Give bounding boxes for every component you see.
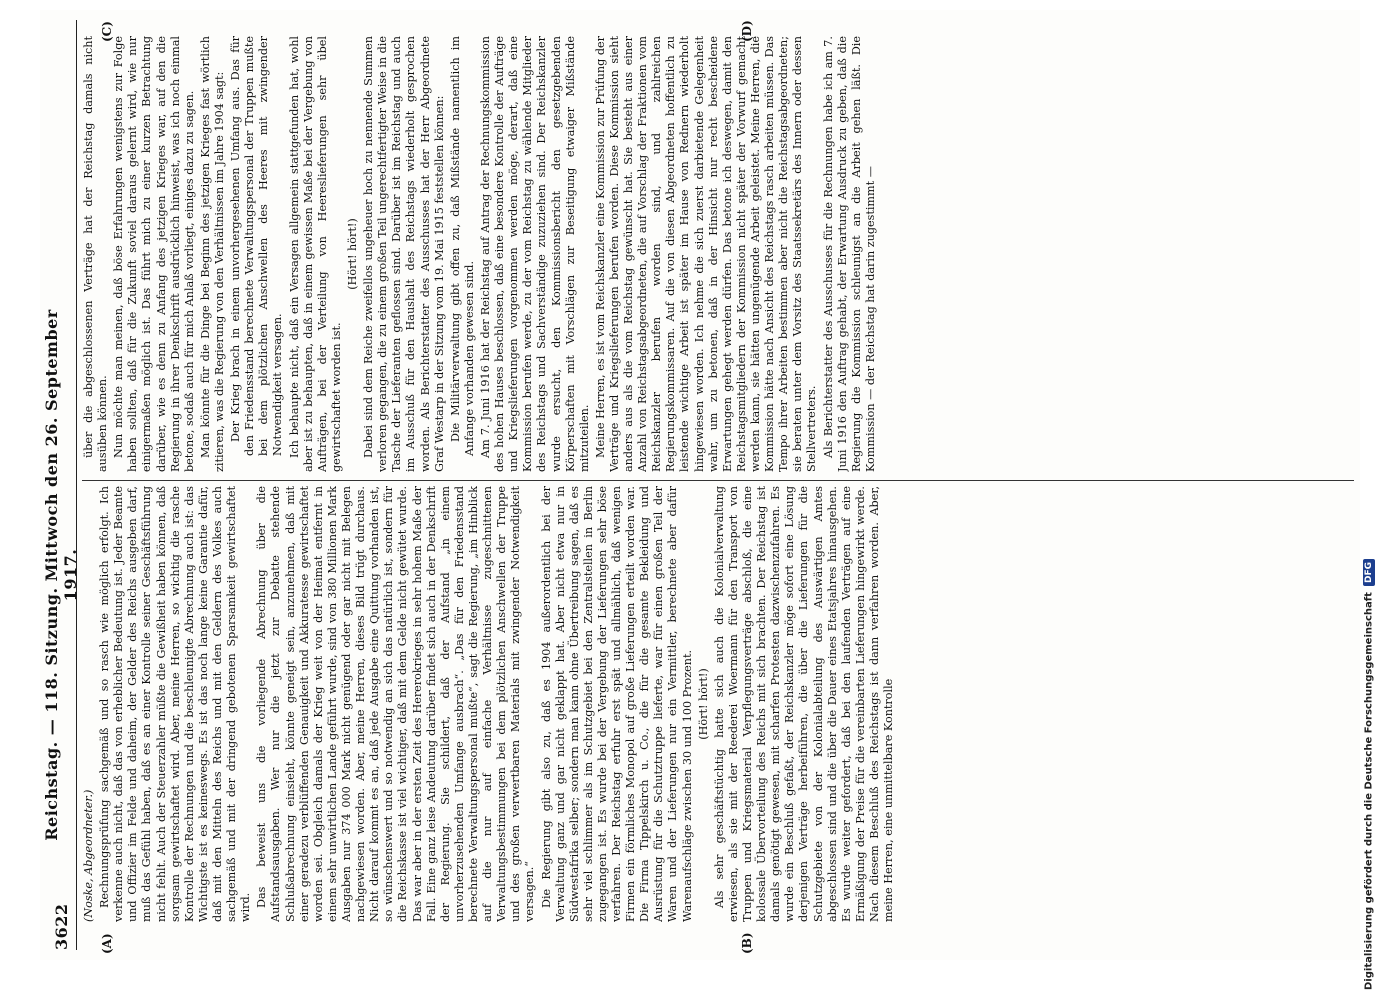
credit-text: Digitalisierung gefördert durch die Deutsche Forschungsgemeinschaft [1363,592,1375,990]
quote-paragraph: Die Militärverwaltung gibt offen zu, daß Mißstände namentlich im Anfange vorhanden gewesen sind. [448,36,476,456]
paragraph: Nun möchte man meinen, daß böse Erfahrungen wenigstens zur Folge haben sollten, daß für die Zukunft soviel daraus gelernt wird, wie nur einigermaßen möglich ist. Das führt mich zu einer kurzen Betrachtung darüber, wie es denn zu Anfang des jetzigen Krieges war, auf den die Regierung in ihrer Denkschrift ausdrücklich hinweist, was ich noch einmal betone, sodaß auch für mich Anlaß vorliegt, einiges dazu zu sagen. [112,36,196,472]
paragraph: Als sehr geschäftstüchtig hatte sich auch die Kolonialverwaltung erwiesen, als sie mit der Reederei Woermann für den Transport von Truppen und Kriegsmaterial Verpflegungsverträge abschloß, die eine kolossale Übervorteilung des Reichs mit sich brachten. Der Reichstag ist damals genötigt gewesen, mit scharfen Protesten dazwischenzufahren. Es wurde ein Beschluß gefaßt, der Reichskanzler möge sofort eine Lösung derjenigen Verträge herbeiführen, die über die Lieferungen für die Schutzgebiete von der Kolonialabteilung des Auswärtigen Amtes abgeschlossen sind und die über die Dauer eines Etatsjahres hinausgehen. Es wurde weiter gefordert, daß bei den laufenden Verträgen auf eine Ermäßigung der Preise für die vereinbarten Lieferungen hingewirkt werde. Nach diesem Beschluß des Reichstags ist dann verfahren worden. Aber, meine Herren, eine unmittelbare Kontrolle [712,486,896,922]
paragraph: Die Regierung gibt also zu, daß es 1904 außerordentlich bei der Verwaltung ganz und gar nicht geklappt hat. Aber nicht etwa nur in Südwestafrika selber; sondern man kann ohne Übertreibung sagen, daß es sehr viel schlimmer als im Schutzgebiet bei den Zentralstellen in Berlin zugegangen ist. Es wurde bei der Vergebung der Lieferungen sehr böse verfahren. Der Reichstag erfuhr erst spät und allmählich, daß wenigen Firmen ein förmliches Monopol auf große Lieferungen erteilt worden war. Die Firma Tippelskirch u. Co., die für die gesamte Bekleidung und Ausrüstung für die Schutztruppe lieferte, war für einen großen Teil der Waren und der Lieferungen nur ein Vermittler, berechnete aber dafür Warenaufschläge zwischen 30 und 100 Prozent. [539,486,694,922]
column-divider [82,480,1354,481]
paragraph: Am 7. Juni 1916 hat der Reichstag auf Antrag der Rechnungskommission des hohen Hauses beschlossen, daß eine besondere Kontrolle der Aufträge und Kriegslieferungen vorgenommen werden möge, derart, daß eine Kommission berufen werde, zu der vom Reichstag zu wählende Mitglieder des Reichstags und Sachverständige zuzuziehen sind. Der Reichskanzler wurde ersucht, den Kommissionsbericht den gesetzgebenden Körperschaften mit Vorschlägen zur Beseitigung etwaiger Mißstände mitzuteilen. [478,36,591,472]
paragraph: über die abgeschlossenen Verträge hat der Reichstag damals nicht ausüben können. [82,36,110,472]
paragraph: Meine Herren, es ist vom Reichskanzler eine Kommission zur Prüfung der Verträge und Kriegslieferungen berufen worden. Diese Kommission sieht anders aus als die vom Reichstag gewünscht hat. Sie besteht aus einer Anzahl von Reichstagsabgeordneten, die auf Vorschlag der Fraktionen vom Reichskanzler berufen worden sind, und zahlreichen Regierungskommissaren. Auf die von diesen Abgeordneten hoffentlich zu leistende wichtige Arbeit ist später im Hause von Rednern wiederholt hingewiesen worden. Ich nehme die sich zuerst darbietende Gelegenheit wahr, um zu betonen, daß in der Hinsicht nur recht bescheidene Erwartungen gehegt werden dürfen. Das betone ich deswegen, damit den Reichstagsmitgliedern der Kommission nicht später der Vorwurf gemacht werden kann, sie hätten ungenügende Arbeit geleistet. Meine Herren, die Kommission hätte nach Ansicht des Reichstags rasch arbeiten müssen. Das Tempo ihrer Arbeiten bestimmen aber nicht die Reichstagsabgeordneten; sie beraten unter dem Vorsitz des Staatssekretärs des Innern oder dessen Stellvertreters. [593,36,819,472]
rotated-document-page [40,10,1360,960]
interjection: (Hört! hört!) [696,668,710,740]
page-number: 3622 [51,903,71,950]
margin-mark-b: (B) [740,932,754,954]
right-text-column [82,36,1354,472]
paragraph: Rechnungsprüfung sachgemäß und so rasch wie möglich erfolgt. Ich verkenne auch nicht, daß das von erheblicher Bedeutung ist. Jeder Beamte und Offizier im Felde und daheim, der Gelder des Reichs ausgeben darf, muß das Gefühl haben, daß es an einer Kontrolle seiner Geschäftsführung nicht fehlt. Auch der Steuerzahler müßte die Gewißheit haben können, daß sorgsam gewirtschaftet wird. Aber, meine Herren, so wichtig die rasche Kontrolle der Rechnungen und die beschleunigte Abrechnung auch ist: das Wichtigste ist es keineswegs. Es ist das noch lange keine Garantie dafür, daß mit den Mitteln des Reichs und mit den Geldern des Volkes auch sachgemäß und mit der dringend gebotenen Sparsamkeit gewirtschaftet wird. [98,486,253,922]
margin-mark-a: (A) [100,933,114,954]
interjection: (Hört! hört!) [345,218,359,290]
digitization-credit [1359,10,1379,990]
margin-mark-c: (C) [100,21,114,42]
dfg-logo: DFG [1363,559,1375,586]
paragraph: Das beweist uns die vorliegende Abrechnung über die Aufstandsausgaben. Wer nur die jetzt zur Debatte stehende Schlußabrechnung einsieht, könnte geneigt sein, anzunehmen, daß mit einer geradezu verblüffenden Genauigkeit und Akkuratesse gewirtschaftet worden sei. Obgleich damals der Krieg weit von der Heimat entfernt in einem sehr unwirtlichen Lande geführt wurde, sind von 380 Millionen Mark Ausgaben nur 374 000 Mark nicht genügend oder gar nicht mit Belegen nachgewiesen worden. Aber, meine Herren, dieses Bild trügt durchaus. Nicht darauf kommt es an, daß jede Ausgabe eine Quittung vorhanden ist, so wünschenswert und so notwendig an sich das natürlich ist, sondern für die Reichskasse ist viel wichtiger, daß mit dem Gelde nicht gewütet wurde. Das war aber in der ersten Zeit des Hererokrieges in sehr hohem Maße der Fall. Eine ganz leise Andeutung darüber findet sich auch in der Denkschrift der Regierung. Sie schildert, daß der Aufstand „in einem unvorherzusehenden Umfange ausbrach“. „Das für den Friedensstand berechnete Verwaltungspersonal mußte“, sagt die Regierung, „im Hinblick auf die nur auf einfache Verhältnisse zugeschnittenen Verwaltungsbestimmungen bei dem plötzlichen Anschwellen der Truppe und des großen verwertbaren Materials mit zwingender Notwendigkeit versagen.“ [255,486,537,922]
paragraph: Als Berichterstatter des Ausschusses für die Rechnungen habe ich am 7. Juni 1916 den Auftrag gehabt, der Erwartung Ausdruck zu geben, daß die Regierung die Kommission schleunigst an die Arbeit gehen läßt. Die Kommission — der Reichstag hat darin zugestimmt — [821,36,877,472]
left-text-column [82,486,1354,922]
speaker-note: (Noske, Abgeordneter.) [82,789,95,922]
margin-mark-d: (D) [740,20,754,42]
page-header [42,20,80,950]
paragraph: Man könnte für die Dinge bei Beginn des jetzigen Krieges fast wörtlich zitieren, was die Regierung von den Verhältnissen im Jahre 1904 sagt: [198,36,226,472]
paragraph: Dabei sind dem Reiche zweifellos ungeheuer hoch zu nennende Summen verloren gegangen, die zu einem großen Teil ungerechtfertigter Weise in die Tasche der Lieferanten geflossen sind. Darüber ist im Reichstag und auch im Ausschuß für den Haushalt des Reichstags wiederholt gesprochen worden. Als Berichterstatter des Ausschusses hat der Herr Abgeordnete Graf Westarp in der Sitzung vom 19. Mai 1915 feststellen können: [362,36,446,472]
page-title: Reichstag. — 118. Sitzung. Mittwoch den 26. September 1917. [42,309,80,841]
paragraph: Ich behaupte nicht, daß ein Versagen allgemein stattgefunden hat, wohl aber ist zu behaupten, daß in einem gewissen Maße bei der Vergebung von Aufträgen, bei der Verteilung von Heereslieferungen sehr übel gewirtschaftet worden ist. [287,36,343,472]
quote-paragraph: Der Krieg brach in einem unvorhergesehenen Umfang aus. Das für den Friedensstand berechnete Verwaltungspersonal der Truppen mußte bei dem plötzlichen Anschwellen des Heeres mit zwingender Notwendigkeit versagen. [229,36,285,456]
